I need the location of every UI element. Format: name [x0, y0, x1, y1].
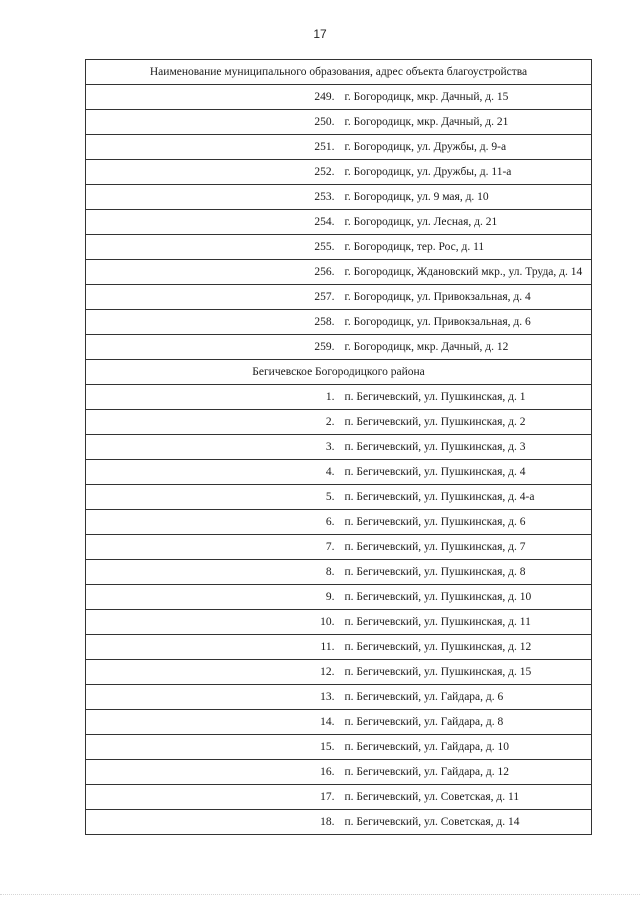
- row-address: п. Бегичевский, ул. Пушкинская, д. 4: [339, 460, 592, 485]
- row-number: 10.: [86, 610, 339, 635]
- table-header: Наименование муниципального образования, адрес объекта благоустройства: [86, 60, 592, 85]
- table-row: [86, 685, 592, 710]
- row-number: 253.: [86, 185, 339, 210]
- table-row: [86, 185, 592, 210]
- row-number: 13.: [86, 685, 339, 710]
- row-number: 15.: [86, 735, 339, 760]
- table-row: [86, 635, 592, 660]
- row-address: г. Богородицк, ул. Дружбы, д. 11-а: [339, 160, 592, 185]
- row-address: п. Бегичевский, ул. Пушкинская, д. 4-а: [339, 485, 592, 510]
- row-address: п. Бегичевский, ул. Пушкинская, д. 7: [339, 535, 592, 560]
- row-number: 1.: [86, 385, 339, 410]
- row-address: г. Богородицк, Ждановский мкр., ул. Труда, д. 14: [339, 260, 592, 285]
- row-number: 9.: [86, 585, 339, 610]
- row-address: п. Бегичевский, ул. Советская, д. 11: [339, 785, 592, 810]
- row-address: п. Бегичевский, ул. Гайдара, д. 12: [339, 760, 592, 785]
- table-row: [86, 85, 592, 110]
- row-number: 11.: [86, 635, 339, 660]
- row-number: 14.: [86, 710, 339, 735]
- table-row: [86, 710, 592, 735]
- table-row: [86, 785, 592, 810]
- row-number: 251.: [86, 135, 339, 160]
- table-row: [86, 485, 592, 510]
- row-address: г. Богородицк, ул. Дружбы, д. 9-а: [339, 135, 592, 160]
- row-address: г. Богородицк, мкр. Дачный, д. 15: [339, 85, 592, 110]
- row-number: 259.: [86, 335, 339, 360]
- row-number: 249.: [86, 85, 339, 110]
- row-number: 258.: [86, 310, 339, 335]
- row-number: 254.: [86, 210, 339, 235]
- table-row: [86, 310, 592, 335]
- table-row: [86, 660, 592, 685]
- row-number: 257.: [86, 285, 339, 310]
- table-row: [86, 560, 592, 585]
- row-address: г. Богородицк, тер. Рос, д. 11: [339, 235, 592, 260]
- row-address: г. Богородицк, мкр. Дачный, д. 12: [339, 335, 592, 360]
- row-address: г. Богородицк, ул. Привокзальная, д. 4: [339, 285, 592, 310]
- table-row: [86, 210, 592, 235]
- table-row: [86, 585, 592, 610]
- row-address: п. Бегичевский, ул. Пушкинская, д. 1: [339, 385, 592, 410]
- scan-artifact-divider: [0, 894, 640, 897]
- row-address: п. Бегичевский, ул. Пушкинская, д. 3: [339, 435, 592, 460]
- table-row: [86, 160, 592, 185]
- row-address: п. Бегичевский, ул. Пушкинская, д. 12: [339, 635, 592, 660]
- table-header-row: [86, 60, 592, 85]
- row-address: г. Богородицк, ул. 9 мая, д. 10: [339, 185, 592, 210]
- row-address: п. Бегичевский, ул. Пушкинская, д. 10: [339, 585, 592, 610]
- row-number: 255.: [86, 235, 339, 260]
- row-number: 16.: [86, 760, 339, 785]
- row-address: п. Бегичевский, ул. Пушкинская, д. 2: [339, 410, 592, 435]
- row-number: 18.: [86, 810, 339, 835]
- table-row: [86, 135, 592, 160]
- page-number: 17: [313, 27, 327, 41]
- table-row: [86, 735, 592, 760]
- table-row: [86, 810, 592, 835]
- row-number: 4.: [86, 460, 339, 485]
- row-address: п. Бегичевский, ул. Пушкинская, д. 15: [339, 660, 592, 685]
- table-row: [86, 335, 592, 360]
- row-number: 12.: [86, 660, 339, 685]
- row-address: г. Богородицк, мкр. Дачный, д. 21: [339, 110, 592, 135]
- table-row: [86, 110, 592, 135]
- table-row: [86, 435, 592, 460]
- row-address: п. Бегичевский, ул. Пушкинская, д. 6: [339, 510, 592, 535]
- table-row: [86, 260, 592, 285]
- table-row: [86, 510, 592, 535]
- table-row: [86, 535, 592, 560]
- row-number: 8.: [86, 560, 339, 585]
- row-address: п. Бегичевский, ул. Пушкинская, д. 11: [339, 610, 592, 635]
- row-number: 252.: [86, 160, 339, 185]
- row-address: г. Богородицк, ул. Привокзальная, д. 6: [339, 310, 592, 335]
- table-row: [86, 610, 592, 635]
- row-address: п. Бегичевский, ул. Гайдара, д. 6: [339, 685, 592, 710]
- row-number: 17.: [86, 785, 339, 810]
- table-row: [86, 760, 592, 785]
- row-number: 5.: [86, 485, 339, 510]
- row-address: п. Бегичевский, ул. Пушкинская, д. 8: [339, 560, 592, 585]
- section-row: [86, 360, 592, 385]
- row-number: 6.: [86, 510, 339, 535]
- row-number: 250.: [86, 110, 339, 135]
- row-address: п. Бегичевский, ул. Советская, д. 14: [339, 810, 592, 835]
- row-number: 256.: [86, 260, 339, 285]
- section-title: Бегичевское Богородицкого района: [86, 360, 592, 385]
- table-row: [86, 235, 592, 260]
- row-address: п. Бегичевский, ул. Гайдара, д. 10: [339, 735, 592, 760]
- row-address: п. Бегичевский, ул. Гайдара, д. 8: [339, 710, 592, 735]
- table-body: [86, 60, 592, 835]
- table-row: [86, 460, 592, 485]
- table-row: [86, 410, 592, 435]
- table-row: [86, 385, 592, 410]
- row-number: 7.: [86, 535, 339, 560]
- row-number: 2.: [86, 410, 339, 435]
- row-number: 3.: [86, 435, 339, 460]
- row-address: г. Богородицк, ул. Лесная, д. 21: [339, 210, 592, 235]
- table-row: [86, 285, 592, 310]
- address-table: [85, 59, 592, 835]
